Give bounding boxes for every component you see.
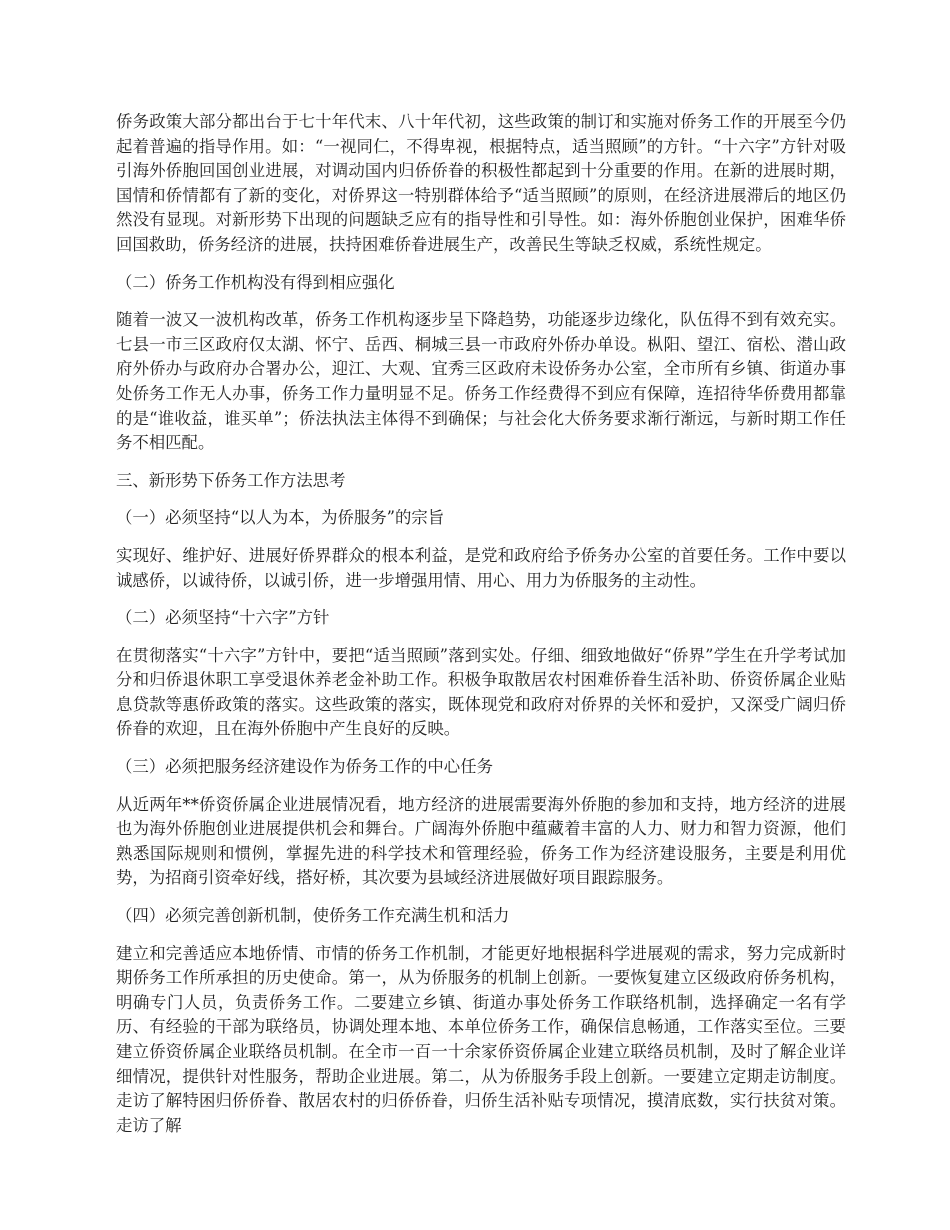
heading-people-oriented: （一）必须坚持“以人为本，为侨服务”的宗旨 (116, 508, 445, 528)
heading-agency-not-strengthened: （二）侨务工作机构没有得到相应强化 (116, 272, 395, 292)
heading-economic-service: （三）必须把服务经济建设作为侨务工作的中心任务 (116, 757, 493, 777)
paragraph-policy-background: 侨务政策大部分都出台于七十年代末、八十年代初，这些政策的制订和实施对侨务工作的开展至今仍起着普遍的指导作用。如：“一视同仁，不得卑视，根据特点，适当照顾”的方针。“十六字”方针对吸引海外侨胞回国创业进展，对调动国内归侨侨眷的积极性都起到十分重要的作用。在新的进展时期，国情和侨情都有了新的变化，对侨界这一特别群体给予“适当照顾”的原则，在经济进展滞后的地区仍然没有显现。对新形势下出现的问题缺乏应有的指导性和引导性。如：海外侨胞创业保护，困难华侨回国救助，侨务经济的进展，扶持困难侨眷进展生产，改善民生等缺乏权威，系统性规定。 (116, 112, 846, 254)
heading-section-three: 三、新形势下侨务工作方法思考 (116, 470, 346, 490)
paragraph-innovation-mechanism: 建立和完善适应本地侨情、市情的侨务工作机制，才能更好地根据科学进展观的需求，努力完成新时期侨务工作所承担的历史使命。第一，从为侨服务的机制上创新。一要恢复建立区级政府侨务机构，明确专门人员，负责侨务工作。二要建立乡镇、街道办事处侨务工作联络机制，选择确定一名有学历、有经验的干部为联络员，协调处理本地、本单位侨务工作，确保信息畅通，工作落实至位。三要建立侨资侨属企业联络员机制。在全市一百一十余家侨资侨属企业建立联络员机制，及时了解企业详细情况，提供针对性服务，帮助企业进展。第二，从为侨服务手段上创新。一要建立定期走访制度。走访了解特困归侨侨眷、散居农村的归侨侨眷，归侨生活补贴专项情况，摸清底数，实行扶贫对策。走访了解 (116, 943, 846, 1135)
paragraph-economic-service: 从近两年**侨资侨属企业进展情况看，地方经济的进展需要海外侨胞的参加和支持，地方经济的进展也为海外侨胞创业进展提供机会和舞台。广阔海外侨胞中蕴藏着丰富的人力、财力和智力资源，他们熟悉国际规则和惯例，掌握先进的科学技术和管理经验，侨务工作为经济建设服务，主要是利用优势，为招商引资牵好线，搭好桥，其次要为县域经济进展做好项目跟踪服务。 (116, 794, 846, 888)
heading-innovation-mechanism: （四）必须完善创新机制，使侨务工作充满生机和活力 (116, 906, 510, 926)
paragraph-sixteen-character: 在贯彻落实“十六字”方针中，要把“适当照顾”落到实处。仔细、细致地做好“侨界”学生在升学考试加分和归侨退休职工享受退休养老金补助工作。积极争取散居农村困难侨眷生活补助、侨资侨属企业贴息贷款等惠侨政策的落实。这些政策的落实，既体现党和政府对侨界的关怀和爱护，又深受广阔归侨侨眷的欢迎，且在海外侨胞中产生良好的反映。 (116, 645, 846, 739)
document-body (116, 110, 846, 1151)
paragraph-people-oriented: 实现好、维护好、进展好侨界群众的根本利益，是党和政府给予侨务办公室的首要任务。工作中要以诚感侨，以诚待侨，以诚引侨，进一步增强用情、用心、用力为侨服务的主动性。 (116, 545, 846, 590)
paragraph-agency-reform: 随着一波又一波机构改革，侨务工作机构逐步呈下降趋势，功能逐步边缘化，队伍得不到有效充实。七县一市三区政府仅太湖、怀宁、岳西、桐城三县一市政府外侨办单设。枞阳、望江、宿松、潜山政府外侨办与政府办合署办公，迎江、大观、宜秀三区政府未设侨务办公室，全市所有乡镇、街道办事处侨务工作无人办事，侨务工作力量明显不足。侨务工作经费得不到应有保障，连招待华侨费用都靠的是“谁收益，谁买单”；侨法执法主体得不到确保；与社会化大侨务要求渐行渐远，与新时期工作任务不相匹配。 (116, 310, 846, 453)
heading-sixteen-character: （二）必须坚持“十六字”方针 (116, 608, 330, 628)
